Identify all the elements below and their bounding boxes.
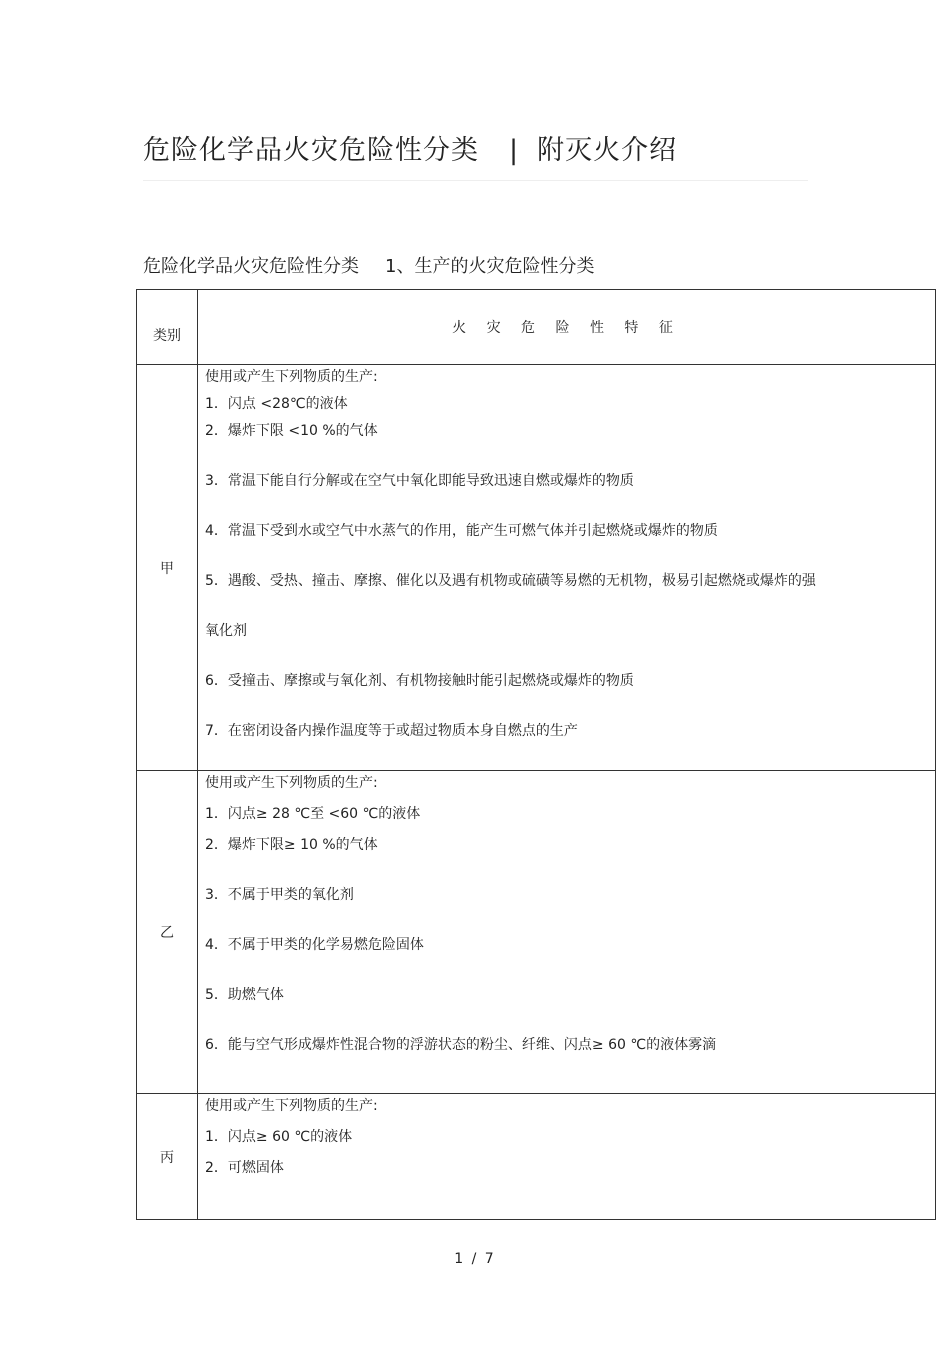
row-intro: 使用或产生下列物质的生产: (205, 1098, 378, 1114)
row-features (198, 1094, 936, 1220)
list-item: 1．闪点 <28℃的液体 (205, 396, 348, 412)
page-title (143, 128, 677, 167)
row-intro: 使用或产生下列物质的生产: (205, 369, 378, 385)
table-row (137, 1094, 936, 1220)
list-item: 1．闪点≥ 60 ℃的液体 (205, 1129, 353, 1145)
header-category: 类别 (137, 290, 198, 365)
table-row (137, 771, 936, 1094)
page-title-main: 危险化学品火灾危险性分类 (143, 135, 479, 166)
page-number: 1 / 7 (454, 1251, 496, 1267)
row-category-bing: 丙 (137, 1094, 198, 1220)
row-intro: 使用或产生下列物质的生产: (205, 775, 378, 791)
fire-hazard-table (136, 289, 936, 1220)
list-item: 5．遇酸、受热、撞击、摩擦、催化以及遇有机物或硫磺等易燃的无机物，极易引起燃烧或爆炸的强 (205, 573, 816, 589)
list-item: 1．闪点≥ 28 ℃至 <60 ℃的液体 (205, 806, 421, 822)
title-separator: | (509, 135, 520, 166)
list-item: 5．助燃气体 (205, 987, 284, 1003)
list-item: 2．可燃固体 (205, 1160, 284, 1176)
row-features (198, 771, 936, 1094)
row-features (198, 365, 936, 771)
row-category-yi: 乙 (137, 771, 198, 1094)
list-item: 4．不属于甲类的化学易燃危险固体 (205, 937, 424, 953)
list-item: 氧化剂 (205, 623, 247, 639)
list-item: 6．能与空气形成爆炸性混合物的浮游状态的粉尘、纤维、闪点≥ 60 ℃的液体雾滴 (205, 1037, 717, 1053)
list-item: 3．常温下能自行分解或在空气中氧化即能导致迅速自燃或爆炸的物质 (205, 473, 634, 489)
list-item: 7．在密闭设备内操作温度等于或超过物质本身自燃点的生产 (205, 723, 578, 739)
table-header-row (137, 290, 936, 365)
list-item: 2．爆炸下限 <10 %的气体 (205, 423, 378, 439)
section-heading (143, 252, 594, 278)
header-feature: 火 灾 危 险 性 特 征 (198, 290, 936, 365)
list-item: 4．常温下受到水或空气中水蒸气的作用，能产生可燃气体并引起燃烧或爆炸的物质 (205, 523, 718, 539)
list-item: 6．受撞击、摩擦或与氧化剂、有机物接触时能引起燃烧或爆炸的物质 (205, 673, 634, 689)
section-heading-main: 危险化学品火灾危险性分类 (143, 256, 359, 277)
table-row (137, 365, 936, 771)
title-divider (143, 180, 808, 181)
page-title-suffix: 附灭火介绍 (537, 135, 678, 166)
section-subheading: 1、生产的火灾危险性分类 (385, 256, 595, 277)
list-item: 2．爆炸下限≥ 10 %的气体 (205, 837, 378, 853)
row-category-jia: 甲 (137, 365, 198, 771)
list-item: 3．不属于甲类的氧化剂 (205, 887, 354, 903)
